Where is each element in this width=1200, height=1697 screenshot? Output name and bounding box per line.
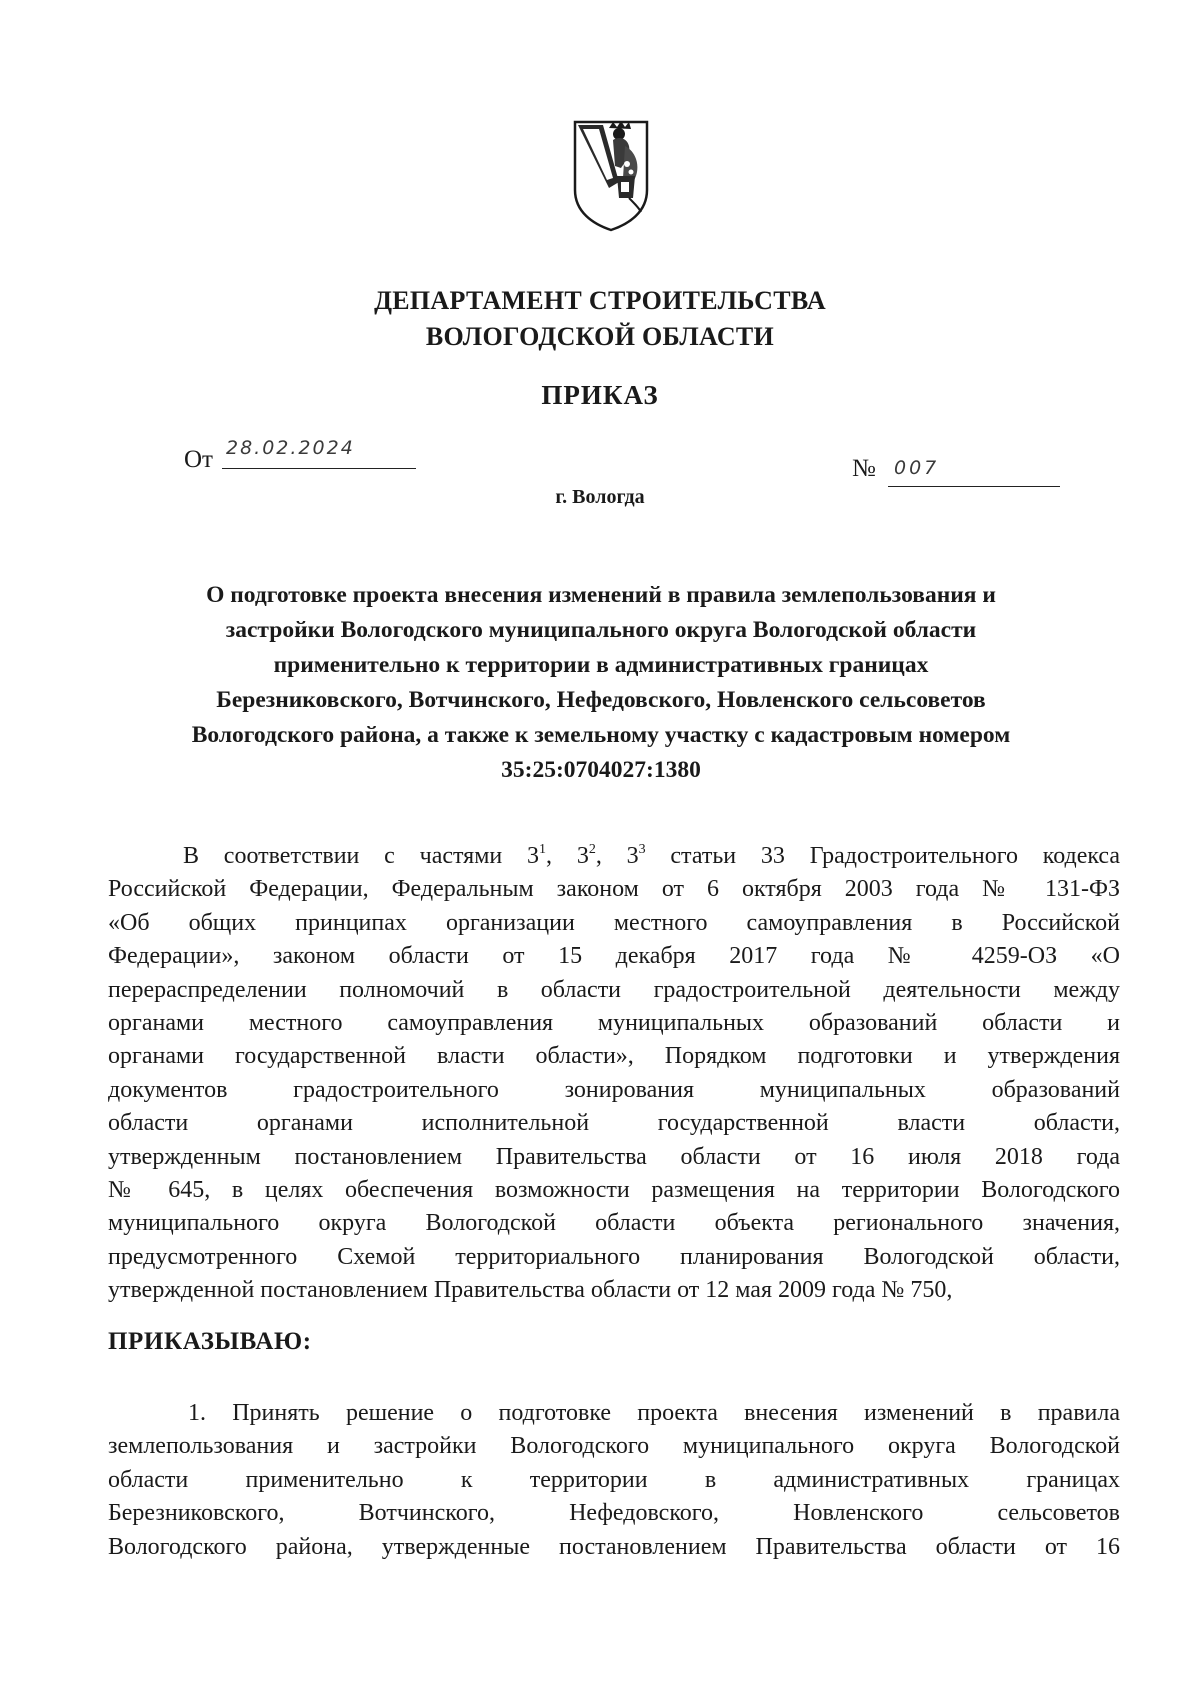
department-name-line-1: ДЕПАРТАМЕНТ СТРОИТЕЛЬСТВА <box>374 286 826 315</box>
preamble-line: утвержденным постановлением Правительства области от 16 июля 2018 года <box>108 1143 1120 1170</box>
order-directive-heading: ПРИКАЗЫВАЮ: <box>108 1328 312 1355</box>
preamble-line: предусмотренного Схемой территориального планирования Вологодской области, <box>108 1243 1120 1270</box>
preamble-line: области органами исполнительной государственной власти области, <box>108 1110 1120 1137</box>
preamble-line: № 645, в целях обеспечения возможности размещения на территории Вологодского <box>108 1176 1120 1203</box>
handwritten-number: 007 <box>888 457 1060 487</box>
preamble-first-line: В соответствии с частями $3^1$, $3^2$, $3^3$ статьи 33 Градостроительного кодекса <box>183 842 1120 869</box>
order-subject <box>118 578 1084 788</box>
point-line: Вологодского района, утвержденные постановлением Правительства области от 16 <box>108 1533 1120 1560</box>
preamble-line: документов градостроительного зонирования муниципальных образований <box>108 1076 1120 1103</box>
point-line: Березниковского, Вотчинского, Нефедовского, Новленского сельсоветов <box>108 1500 1120 1527</box>
city-line: г. Вологда <box>555 486 645 508</box>
order-point-1 <box>108 1397 1120 1564</box>
point-line: землепользования и застройки Вологодского муниципального округа Вологодской <box>108 1433 1120 1460</box>
preamble-line: органами местного самоуправления муниципальных образований области и <box>108 1009 1120 1036</box>
preamble-line: Федерации», законом области от 15 декабря 2017 года № 4259-ОЗ «О <box>108 943 1120 970</box>
subject-line: применительно к территории в административных границах <box>273 652 929 678</box>
preamble-line: утвержденной постановлением Правительства области от 12 мая 2009 года № 750, <box>108 1277 953 1304</box>
handwritten-date: 28.02.2024 <box>222 437 416 469</box>
coat-of-arms-emblem <box>569 116 653 232</box>
preamble-line: перераспределении полномочий в области градостроительной деятельности между <box>108 976 1120 1003</box>
number-label: № <box>852 455 876 482</box>
subject-line: Березниковского, Вотчинского, Нефедовского, Новленского сельсоветов <box>216 687 986 713</box>
subject-line: застройки Вологодского муниципального округа Вологодской области <box>225 617 977 643</box>
preamble-line: органами государственной власти области», Порядком подготовки и утверждения <box>108 1043 1120 1070</box>
subject-line: О подготовке проекта внесения изменений в правила землепользования и <box>206 582 996 608</box>
point-line: 1. Принять решение о подготовке проекта внесения изменений в правила <box>188 1400 1120 1426</box>
preamble-line: Российской Федерации, Федеральным законом от 6 октября 2003 года № 131-ФЗ <box>108 876 1120 903</box>
subject-line: 35:25:0704027:1380 <box>501 757 701 783</box>
point-line: области применительно к территории в административных границах <box>108 1466 1120 1493</box>
date-label: От <box>184 446 213 473</box>
subject-line: Вологодского района, а также к земельному участку с кадастровым номером <box>191 722 1011 748</box>
department-name-line-2: ВОЛОГОДСКОЙ ОБЛАСТИ <box>425 322 775 351</box>
document-type-title: ПРИКАЗ <box>541 380 659 410</box>
preamble-line: муниципального округа Вологодской области объекта регионального значения, <box>108 1210 1120 1237</box>
preamble-paragraph <box>108 840 1120 1307</box>
preamble-line: «Об общих принципах организации местного самоуправления в Российской <box>108 909 1120 936</box>
